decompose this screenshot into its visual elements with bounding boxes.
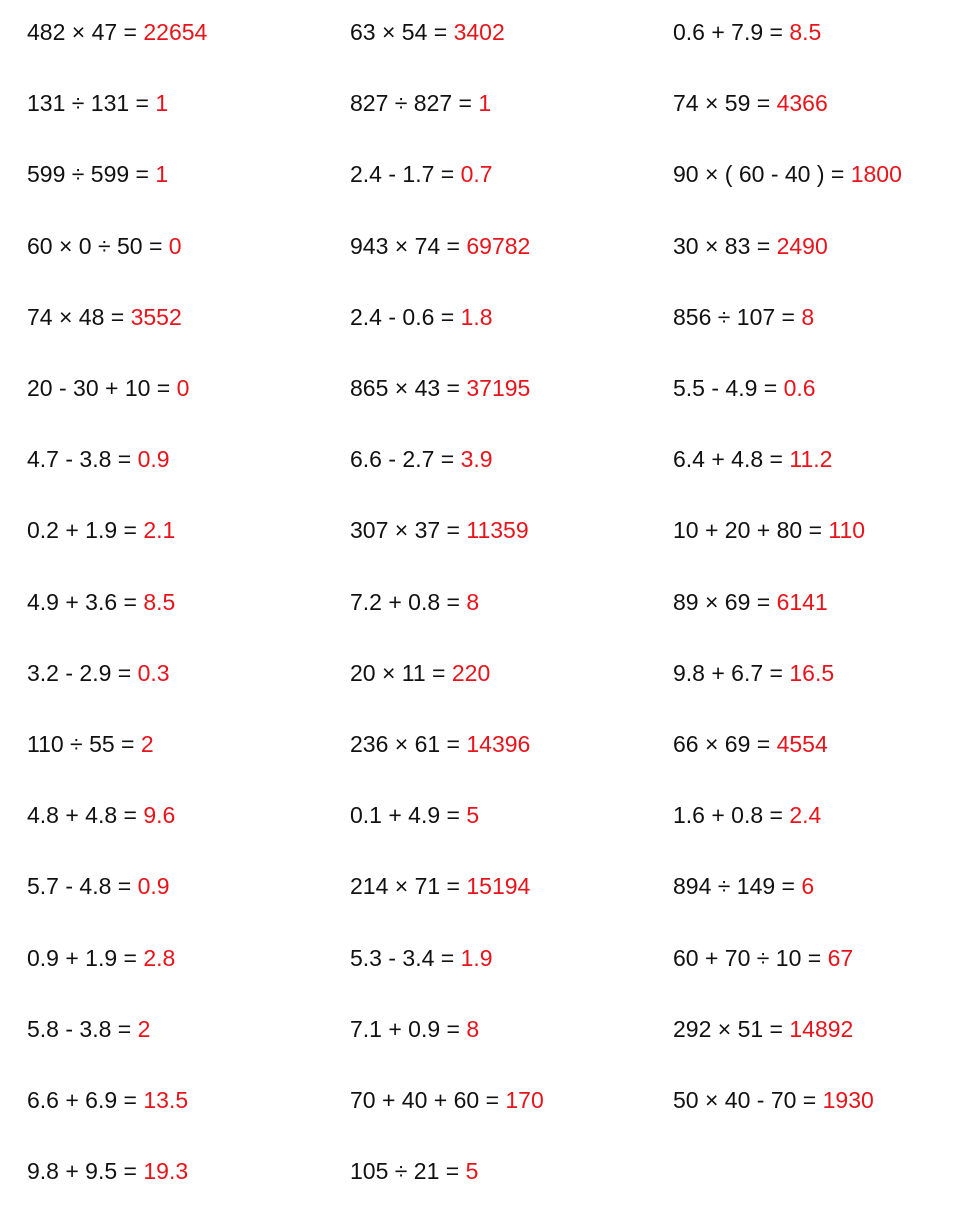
problem-answer: 110 (828, 517, 866, 543)
problem-answer: 2.4 (789, 802, 822, 828)
problem-expression: 20 - 30 + 10 = (27, 375, 177, 401)
problem-row (27, 1014, 150, 1044)
problem-row (673, 1014, 853, 1044)
problem-expression: 10 + 20 + 80 = (673, 517, 829, 543)
problem-expression: 214 × 71 = (350, 873, 467, 899)
problem-answer: 8 (466, 1016, 480, 1042)
problem-expression: 865 × 43 = (350, 375, 467, 401)
problem-answer: 4554 (776, 731, 828, 757)
problem-answer: 1 (478, 90, 492, 116)
problem-expression: 30 × 83 = (673, 233, 777, 259)
problem-answer: 15194 (466, 873, 531, 899)
problem-answer: 4366 (776, 90, 828, 116)
problem-row (350, 587, 479, 617)
problem-expression: 90 × ( 60 - 40 ) = (673, 161, 851, 187)
problem-answer: 13.5 (143, 1087, 189, 1113)
problem-row (350, 302, 493, 332)
problem-answer: 14396 (466, 731, 531, 757)
problem-answer: 5 (465, 1158, 479, 1184)
problem-row (673, 658, 834, 688)
problem-row (350, 1014, 479, 1044)
problem-answer: 2 (140, 731, 154, 757)
problem-expression: 60 × 0 ÷ 50 = (27, 233, 169, 259)
problem-expression: 6.6 + 6.9 = (27, 1087, 144, 1113)
problem-expression: 856 ÷ 107 = (673, 304, 802, 330)
problem-answer: 6141 (776, 589, 828, 615)
problem-expression: 50 × 40 - 70 = (673, 1087, 823, 1113)
problem-row (673, 729, 828, 759)
problem-answer: 1930 (822, 1087, 874, 1113)
problem-expression: 7.2 + 0.8 = (350, 589, 467, 615)
problem-answer: 37195 (466, 375, 531, 401)
problem-row (673, 871, 814, 901)
problem-expression: 0.6 + 7.9 = (673, 19, 790, 45)
problem-expression: 5.7 - 4.8 = (27, 873, 138, 899)
problem-answer: 5 (466, 802, 480, 828)
problem-expression: 0.2 + 1.9 = (27, 517, 144, 543)
problem-expression: 0.9 + 1.9 = (27, 945, 144, 971)
problem-expression: 110 ÷ 55 = (27, 731, 141, 757)
problem-row (27, 871, 170, 901)
problem-expression: 1.6 + 0.8 = (673, 802, 790, 828)
problem-expression: 131 ÷ 131 = (27, 90, 156, 116)
problem-row (27, 729, 154, 759)
problem-row (27, 1156, 188, 1186)
problem-answer: 2.8 (143, 945, 176, 971)
problem-expression: 5.8 - 3.8 = (27, 1016, 138, 1042)
problem-answer: 0.6 (783, 375, 816, 401)
problem-row (673, 943, 853, 973)
problem-expression: 827 ÷ 827 = (350, 90, 479, 116)
problem-expression: 236 × 61 = (350, 731, 467, 757)
problem-row (350, 800, 479, 830)
problem-answer: 6 (801, 873, 815, 899)
problem-row (673, 587, 828, 617)
problem-row (27, 658, 170, 688)
problem-row (673, 302, 814, 332)
problem-row (350, 871, 530, 901)
problem-row (27, 88, 168, 118)
problem-answer: 0.7 (460, 161, 493, 187)
problem-answer: 0.3 (137, 660, 170, 686)
problem-expression: 9.8 + 9.5 = (27, 1158, 144, 1184)
problem-answer: 1 (155, 161, 169, 187)
problem-expression: 894 ÷ 149 = (673, 873, 802, 899)
problem-expression: 3.2 - 2.9 = (27, 660, 138, 686)
problem-row (27, 587, 175, 617)
problem-expression: 74 × 48 = (27, 304, 131, 330)
problem-expression: 307 × 37 = (350, 517, 467, 543)
problem-answer: 8.5 (143, 589, 176, 615)
problem-expression: 943 × 74 = (350, 233, 467, 259)
problem-expression: 70 + 40 + 60 = (350, 1087, 506, 1113)
problem-row (350, 515, 529, 545)
problem-expression: 7.1 + 0.9 = (350, 1016, 467, 1042)
problem-expression: 6.4 + 4.8 = (673, 446, 790, 472)
problem-expression: 60 + 70 ÷ 10 = (673, 945, 828, 971)
problem-row (350, 231, 530, 261)
problem-answer: 2.1 (143, 517, 176, 543)
problem-answer: 14892 (789, 1016, 854, 1042)
problem-row (673, 17, 821, 47)
problem-expression: 63 × 54 = (350, 19, 454, 45)
problem-expression: 2.4 - 1.7 = (350, 161, 461, 187)
problem-answer: 2 (137, 1016, 151, 1042)
problem-row (673, 159, 902, 189)
problem-row (27, 800, 175, 830)
problem-answer: 11359 (466, 517, 529, 543)
problem-answer: 11.2 (789, 446, 833, 472)
problem-row (350, 1085, 544, 1115)
problem-answer: 1800 (850, 161, 902, 187)
problem-answer: 220 (451, 660, 491, 686)
problem-row (27, 159, 168, 189)
problem-expression: 292 × 51 = (673, 1016, 790, 1042)
problem-answer: 8 (466, 589, 480, 615)
problem-answer: 0.9 (137, 873, 170, 899)
problem-answer: 170 (505, 1087, 544, 1113)
problem-row (27, 444, 170, 474)
problem-row (27, 373, 189, 403)
problem-row (350, 943, 493, 973)
problem-answer: 22654 (143, 19, 208, 45)
problem-answer: 8.5 (789, 19, 822, 45)
problem-row (27, 515, 175, 545)
problem-row (673, 88, 828, 118)
problem-row (350, 658, 490, 688)
problem-row (350, 373, 530, 403)
problem-row (673, 373, 816, 403)
problem-expression: 66 × 69 = (673, 731, 777, 757)
problem-expression: 599 ÷ 599 = (27, 161, 156, 187)
problem-row (27, 1085, 188, 1115)
problem-row (673, 800, 821, 830)
problem-expression: 5.5 - 4.9 = (673, 375, 784, 401)
problem-expression: 4.8 + 4.8 = (27, 802, 144, 828)
problem-expression: 105 ÷ 21 = (350, 1158, 466, 1184)
problem-expression: 4.7 - 3.8 = (27, 446, 138, 472)
problem-row (673, 1085, 874, 1115)
problem-row (350, 729, 530, 759)
problem-expression: 74 × 59 = (673, 90, 777, 116)
problem-answer: 67 (827, 945, 854, 971)
problem-answer: 3552 (130, 304, 182, 330)
problem-answer: 3402 (453, 19, 505, 45)
problem-answer: 1 (155, 90, 169, 116)
problem-answer: 3.9 (460, 446, 493, 472)
problem-answer: 9.6 (143, 802, 176, 828)
problem-expression: 482 × 47 = (27, 19, 144, 45)
problem-row (27, 231, 182, 261)
problem-answer: 19.3 (143, 1158, 189, 1184)
problem-row (350, 159, 493, 189)
problem-row (350, 444, 493, 474)
problem-answer: 69782 (466, 233, 531, 259)
problem-row (350, 17, 505, 47)
problem-expression: 20 × 11 = (350, 660, 452, 686)
problem-expression: 9.8 + 6.7 = (673, 660, 790, 686)
problem-answer: 1.8 (460, 304, 493, 330)
problem-answer: 0 (168, 233, 182, 259)
problem-expression: 4.9 + 3.6 = (27, 589, 144, 615)
problem-row (350, 1156, 478, 1186)
problem-answer: 2490 (776, 233, 828, 259)
problem-answer: 0.9 (137, 446, 170, 472)
problem-row (350, 88, 491, 118)
problem-answer: 1.9 (460, 945, 493, 971)
problem-row (27, 943, 175, 973)
problem-row (673, 444, 832, 474)
problem-answer: 0 (176, 375, 190, 401)
problem-row (27, 302, 182, 332)
problem-expression: 5.3 - 3.4 = (350, 945, 461, 971)
problem-expression: 6.6 - 2.7 = (350, 446, 461, 472)
problem-answer: 16.5 (789, 660, 835, 686)
problem-expression: 89 × 69 = (673, 589, 777, 615)
problem-row (673, 231, 828, 261)
problem-row (673, 515, 865, 545)
problem-expression: 2.4 - 0.6 = (350, 304, 461, 330)
problem-answer: 8 (801, 304, 815, 330)
problem-expression: 0.1 + 4.9 = (350, 802, 467, 828)
problem-row (27, 17, 207, 47)
